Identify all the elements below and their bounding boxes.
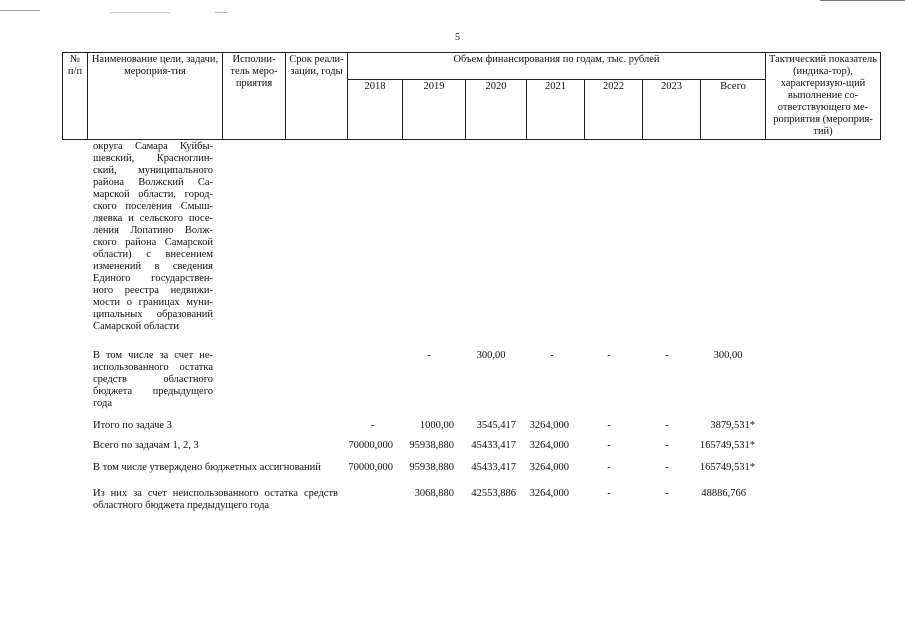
- row-4-total: 48886,766: [701, 488, 746, 499]
- header-name: Наименование цели, задачи, мероприя-тия: [88, 53, 223, 140]
- header-year-2020: 2020: [466, 80, 527, 140]
- row-1-label: Итого по задаче 3: [93, 420, 172, 431]
- table-header: [62, 52, 881, 140]
- header-executor: Исполни-тель меро-приятия: [223, 53, 286, 140]
- row-1-2023: -: [665, 420, 669, 431]
- continuation-text: округа Самара Куйбы-шевский, Красноглин-ский, муниципального района Волжский Са-марской области, город-ского поселения Смыш-ляевка и сельского посе-ления Лопатино Волж-ского района Самарской области) с внесением изменений в сведения Единого государствен-ного реестра недвижи-мости о границах муни-ципальных образований Самарской области: [93, 141, 213, 332]
- scan-artifact: [110, 12, 170, 13]
- header-year-total: Всего: [701, 80, 766, 140]
- row-3-2019: 95938,880: [409, 462, 454, 473]
- row-2-2019: 95938,880: [409, 440, 454, 451]
- row-4-2020: 42553,886: [471, 488, 516, 499]
- row-0-label: В том числе за счет не-использованного остатка средств областного бюджета предыдущего года: [93, 350, 213, 409]
- row-2-2022: -: [607, 440, 611, 451]
- scan-artifact: [215, 12, 227, 13]
- row-0-2022: -: [607, 350, 611, 361]
- row-1-2019: 1000,00: [419, 420, 454, 431]
- row-4-label: Из них за счет неиспользованного остатка средств областного бюджета предыдущего года: [93, 488, 338, 511]
- row-1-2018: -: [370, 420, 375, 431]
- row-1-2022: -: [607, 420, 611, 431]
- row-1-total: 3879,531*: [710, 420, 755, 431]
- row-0-2021: -: [550, 350, 554, 361]
- header-num: № п/п: [63, 53, 88, 140]
- header-year-2021: 2021: [527, 80, 585, 140]
- row-2-label: Всего по задачам 1, 2, 3: [93, 440, 199, 451]
- row-4-2021: 3264,000: [529, 488, 569, 499]
- header-year-2019: 2019: [403, 80, 466, 140]
- row-1-2021: 3264,000: [529, 420, 569, 431]
- row-0-2020: 300,00: [476, 350, 506, 361]
- scan-artifact: [820, 0, 905, 1]
- row-4-2022: -: [607, 488, 611, 499]
- page-number: 5: [455, 32, 460, 43]
- row-2-2021: 3264,000: [529, 440, 569, 451]
- row-0-2023: -: [665, 350, 669, 361]
- row-2-total: 165749,531*: [699, 440, 755, 451]
- header-year-2018: 2018: [348, 80, 403, 140]
- row-3-2023: -: [665, 462, 669, 473]
- row-3-2021: 3264,000: [529, 462, 569, 473]
- row-2-2023: -: [665, 440, 669, 451]
- row-3-2022: -: [607, 462, 611, 473]
- row-4-2019: 3068,880: [414, 488, 454, 499]
- header-term: Срок реали-зации, годы: [286, 53, 348, 140]
- header-year-2022: 2022: [585, 80, 643, 140]
- row-3-label: В том числе утверждено бюджетных ассигнований: [93, 462, 321, 473]
- row-3-total: 165749,531*: [699, 462, 755, 473]
- header-year-2023: 2023: [643, 80, 701, 140]
- row-0-total: 300,00: [713, 350, 743, 361]
- row-3-2018: 70000,000: [348, 462, 393, 473]
- scan-artifact: [0, 10, 40, 11]
- row-4-2023: -: [665, 488, 669, 499]
- header-funding: Объем финансирования по годам, тыс. рублей: [348, 53, 766, 80]
- header-indicator: Тактический показатель (индика-тор), характеризую-щий выполнение со-ответствующего ме-роприятия (мероприя-тий): [766, 53, 881, 140]
- row-1-2020: 3545,417: [476, 420, 516, 431]
- row-3-2020: 45433,417: [471, 462, 516, 473]
- row-2-2018: 70000,000: [348, 440, 393, 451]
- row-2-2020: 45433,417: [471, 440, 516, 451]
- row-0-2019: -: [427, 350, 431, 361]
